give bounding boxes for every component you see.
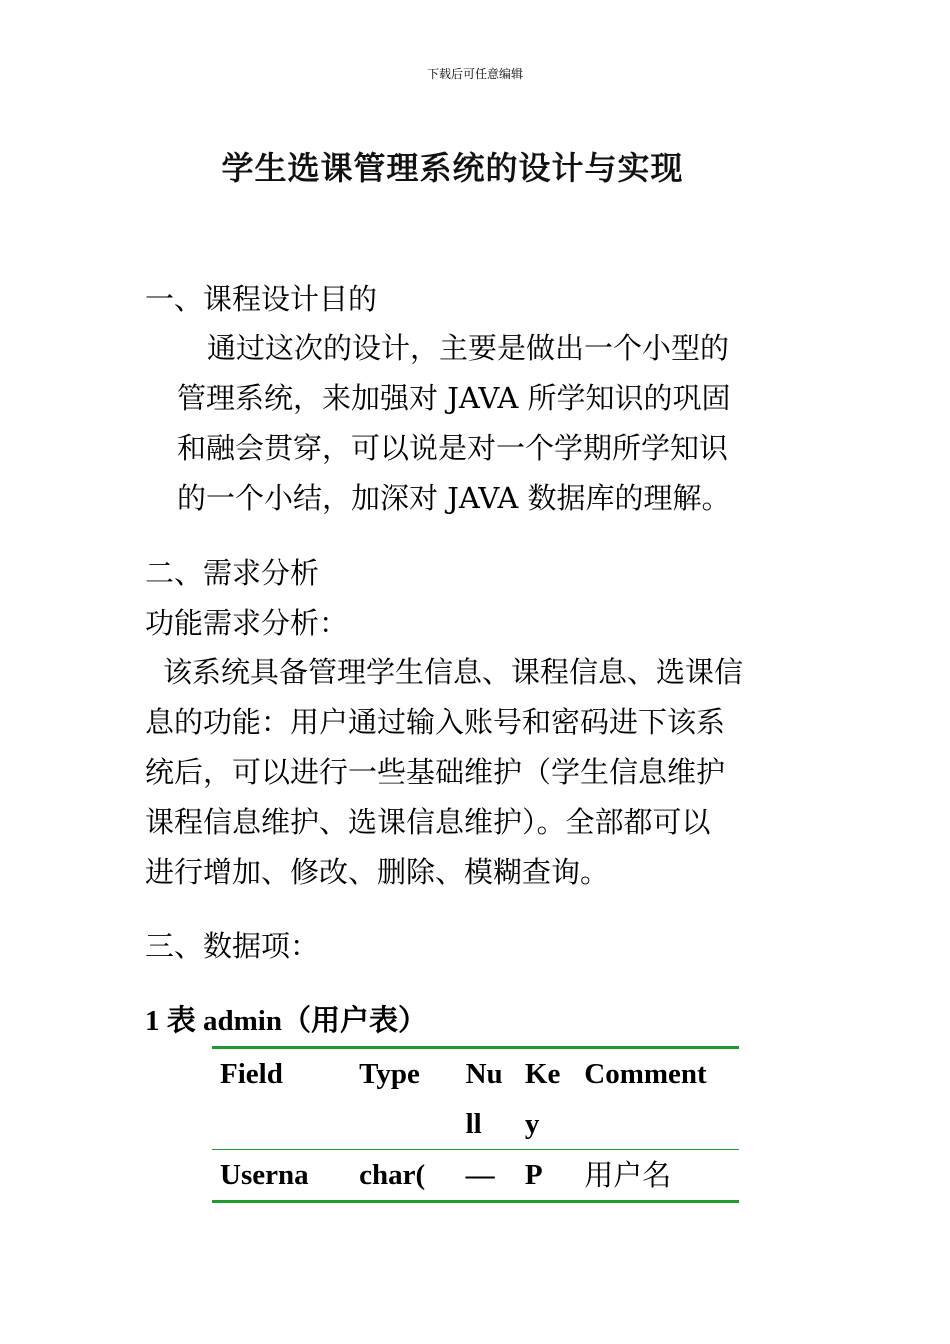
section2-line: 课程信息维护、选课信息维护）。全部都可以 bbox=[145, 805, 711, 839]
section2-paragraph bbox=[145, 647, 743, 897]
section1-line: 和融会贯穿，可以说是对一个学期所学知识 bbox=[177, 431, 729, 465]
table-cell: char( bbox=[359, 1159, 426, 1191]
table-header-cell: Nu ll bbox=[465, 1058, 503, 1140]
section2-line: 统后，可以进行一些基础维护（学生信息维护 bbox=[145, 755, 726, 789]
admin-table bbox=[212, 1046, 739, 1203]
table-header-cell: Type bbox=[359, 1058, 420, 1090]
table-cell: P bbox=[524, 1159, 543, 1191]
section2-line: 进行增加、修改、删除、模糊查询。 bbox=[145, 855, 610, 889]
section1-paragraph bbox=[177, 323, 730, 523]
table-row bbox=[212, 1150, 739, 1202]
table-header-cell: Ke y bbox=[524, 1058, 561, 1140]
table-cell: Userna bbox=[220, 1159, 309, 1191]
table-caption: 1 表 admin（用户表） bbox=[145, 1005, 427, 1037]
section1-line: 通过这次的设计，主要是做出一个小型的 bbox=[207, 331, 730, 365]
table-header-cell: Comment bbox=[584, 1058, 707, 1090]
section2-line: 该系统具备管理学生信息、课程信息、选课信 bbox=[163, 655, 744, 689]
table-cell: — bbox=[465, 1159, 495, 1191]
section1-heading: 一、课程设计目的 bbox=[145, 282, 378, 316]
section2-subheading: 功能需求分析： bbox=[145, 606, 349, 640]
table-cell: 用户名 bbox=[584, 1158, 672, 1192]
section2-heading: 二、需求分析 bbox=[145, 556, 320, 590]
table-header-cell: Field bbox=[220, 1058, 283, 1090]
section1-line: 管理系统，来加强对 JAVA 所学知识的巩固 bbox=[177, 381, 731, 415]
section2-line: 息的功能：用户通过输入账号和密码进下该系 bbox=[145, 705, 726, 739]
section1-line: 的一个小结，加深对 JAVA 数据库的理解。 bbox=[177, 481, 731, 515]
table-header-row bbox=[212, 1048, 739, 1150]
section3-heading: 三、数据项： bbox=[145, 929, 320, 963]
document-title: 学生选课管理系统的设计与实现 bbox=[221, 149, 684, 187]
watermark-text: 下载后可任意编辑 bbox=[426, 67, 523, 81]
